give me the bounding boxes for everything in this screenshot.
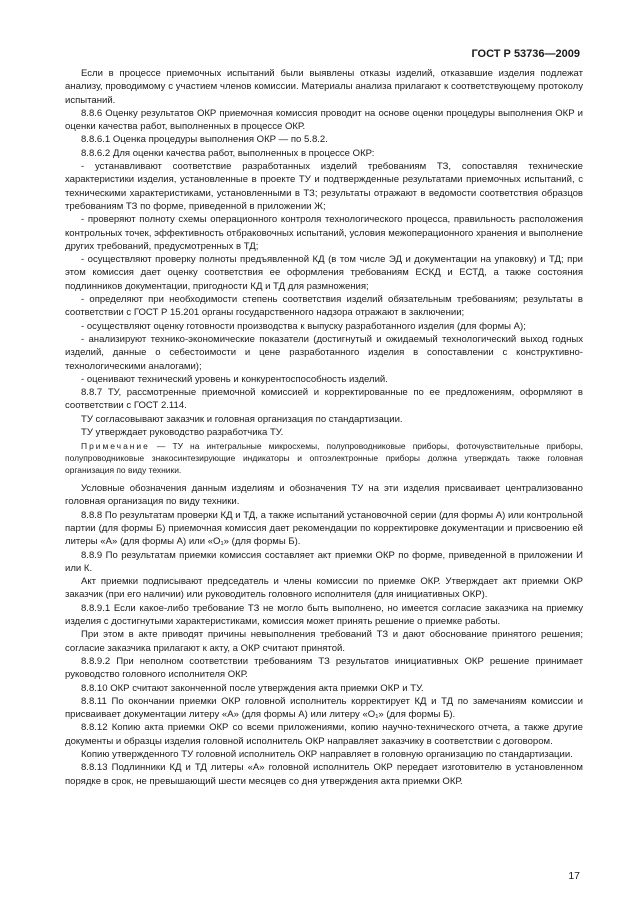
list-item: - оценивают технический уровень и конкурентоспособность изделий. (81, 373, 388, 385)
paragraph: 8.8.11 По окончании приемки ОКР головной исполнитель корректирует КД и ТД по замечаниям комиссии и присваивает документации литеру «А» (для формы А) или литеру «О₁» (для формы Б). (65, 695, 583, 721)
list-item: - определяют при необходимости степень соответствия изделий обязательным требованиям; результаты в соответствии с ГОСТ Р 15.201 органы государственного надзора отражают в заключении; (65, 294, 583, 319)
paragraph: Копию утвержденного ТУ головной исполнитель ОКР направляет в головную организацию по стандартизации. (81, 749, 573, 761)
page-header-standard: ГОСТ Р 53736—2009 (471, 48, 580, 60)
paragraph: 8.8.9.2 При неполном соответствии требованиям ТЗ результатов инициативных ОКР решение принимает руководство головного исполнителя ОКР. (65, 655, 583, 681)
paragraph: 8.8.10 ОКР считают законченной после утверждения акта приемки ОКР и ТУ. (81, 682, 424, 694)
paragraph: 8.8.6.1 Оценка процедуры выполнения ОКР — по 5.8.2. (81, 134, 328, 146)
note-text: — ТУ на интегральные микросхемы, полупроводниковые приборы, фоточувствительные приборы, полупроводниковые знакосинтезирующие индикаторы и оптоэлектронные приборы должна утверждать также головная организация по виду техники. (65, 441, 583, 475)
paragraph: Условные обозначения данным изделиям и обозначения ТУ на эти изделия присваивает централизованно головная организация по виду техники. (65, 483, 583, 508)
paragraph: 8.8.12 Копию акта приемки ОКР со всеми приложениями, копию научно-технического отчета, а также другие документы и образцы изделия головной исполнитель ОКР направляет заказчику в соответствии с договором. (65, 722, 583, 747)
note-label: Примечание (81, 441, 150, 452)
paragraph: 8.8.6.2 Для оценки качества работ, выполненных в процессе ОКР: (81, 147, 375, 159)
paragraph: Акт приемки подписывают председатель и члены комиссии по приемке ОКР. Утверждает акт приемки ОКР заказчик (при его наличии) или руководитель головного исполнителя (для инициативных ОКР). (65, 576, 583, 601)
list-item: - проверяют полноту схемы операционного контроля технологического процесса, правильность расположения контрольных точек, эффективность отбраковочных испытаний, условия межоперационного хранения и выполнение других требований, предусмотренных в ТД; (65, 214, 583, 252)
paragraph: 8.8.6 Оценку результатов ОКР приемочная комиссия проводит на основе оценки процедуры выполнения ОКР и оценки качества работ, выполненных в процессе ОКР. (65, 107, 583, 133)
note (65, 441, 583, 476)
paragraph: Если в процессе приемочных испытаний были выявлены отказы изделий, отказавшие изделия подлежат анализу, проводимому с участием членов комиссии. Материалы анализа прилагают к соответствующему протоколу испытаний. (65, 68, 583, 106)
paragraph: 8.8.7 ТУ, рассмотренные приемочной комиссией и корректированные по ее предложениям, оформляют в соответствии с ГОСТ 2.114. (65, 387, 583, 412)
list-item: - осуществляют проверку полноты предъявленной КД (в том числе ЭД и документации на упаковку) и ТД; при этом комиссия дает оценку соответствия ее оформления требованиям ЕСКД и ЕСТД, а также состояния подлинников документации, пригодности КД и ТД для размножения; (65, 254, 583, 292)
page-number: 17 (568, 870, 580, 882)
paragraph: При этом в акте приводят причины невыполнения требований ТЗ и дают обоснование принятого решения; согласие заказчика прилагают к акту, а ОКР считают принятой. (65, 629, 583, 654)
list-item: - анализируют технико-экономические показатели (достигнутый и ожидаемый технологический выход годных изделий, данные о себестоимости и цене разработанного изделия в сопоставлении с конструктивно-технологическими аналогами); (65, 333, 583, 372)
list-item: - устанавливают соответствие разработанных изделий требованиям ТЗ, сопоставляя технические характеристики изделия, установленные в проекте ТУ и подтвержденные результатами приемочных испытаний, с техническими характеристиками, установленными в ТЗ; результаты отражают в ведомости соответствия образцов требованиям ТЗ по форме, приведенной в приложении Ж; (65, 161, 583, 212)
paragraph: 8.8.9.1 Если какое-либо требование ТЗ не могло быть выполнено, но имеется согласие заказчика на приемку изделия с достигнутыми характеристиками, комиссия может принять решение о приемке работы. (65, 602, 583, 628)
list-item: - осуществляют оценку готовности производства к выпуску разработанного изделия (для формы А); (81, 320, 526, 332)
paragraph: ТУ согласовывают заказчик и головная организация по стандартизации. (81, 413, 403, 425)
paragraph: 8.8.8 По результатам проверки КД и ТД, а также испытаний установочной серии (для формы А) или контрольной партии (для формы Б) приемочная комиссия дает рекомендации по корректировке документации и присвоению ей литеры «А» (для формы А) или «О₁» (для формы Б). (65, 509, 583, 548)
paragraph: ТУ утверждает руководство разработчика ТУ. (81, 427, 284, 439)
document-body (65, 67, 583, 788)
paragraph: 8.8.9 По результатам приемки комиссия составляет акт приемки ОКР по форме, приведенной в приложении И или К. (65, 549, 583, 574)
paragraph: 8.8.13 Подлинники КД и ТД литеры «А» головной исполнитель ОКР передает изготовителю в установленном порядке в срок, не превышающий шести месяцев со дня утверждения акта приемки ОКР. (65, 762, 583, 787)
